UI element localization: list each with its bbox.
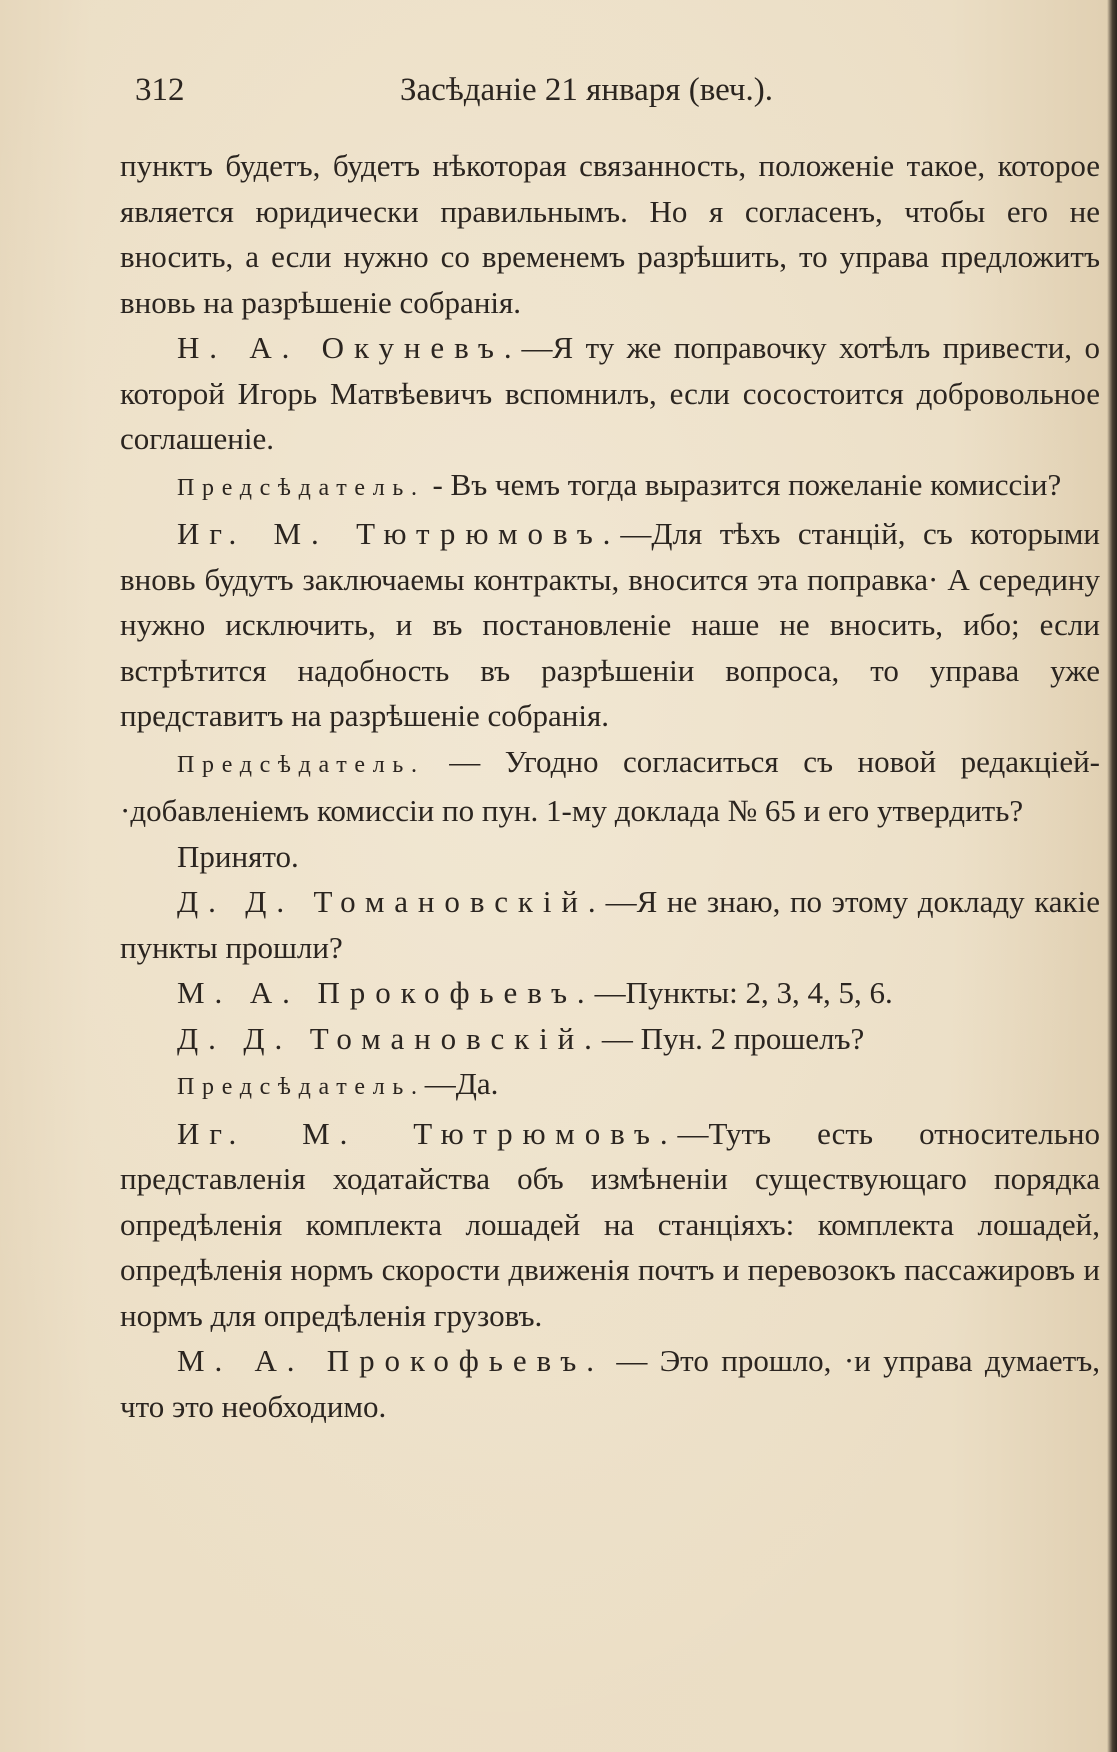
paragraph-tyutryumov-2 xyxy=(120,1111,1100,1339)
paragraph-text: —Тутъ есть относительно представленія ходатайства объ измѣненіи существующаго порядка опредѣленія комплекта лошадей на станціяхъ: комплекта лошадей, опредѣленія нормъ скорости движенія почтъ и перевозокъ пассажировъ и нормъ для опредѣленія грузовъ. xyxy=(120,1115,1100,1333)
paragraph-text: —Я не знаю, по этому докладу какіе пункты прошли? xyxy=(120,884,1100,965)
paragraph-text: Принято. xyxy=(177,838,299,874)
paragraph-accepted xyxy=(120,834,1100,880)
paragraph-text: - Въ чемъ тогда выразится пожеланіе комиссіи? xyxy=(424,466,1062,502)
speaker-name: Иг. М. Тютрюмовъ. xyxy=(177,516,621,551)
paragraph-tomanovsky-2 xyxy=(120,1016,1100,1062)
paragraph-text: пунктъ будетъ, будетъ нѣкоторая связанность, положеніе такое, которое является юридически правильнымъ. Но я согласенъ, чтобы его не вносить, а если нужно со временемъ разрѣшить, то управа предложитъ вновь на разрѣшеніе собранія. xyxy=(120,148,1100,320)
paragraph-text: —Я ту же поправочку хотѣлъ привести, о которой Игорь Матвѣевичъ вспомнилъ, если сосостоится добровольное соглашеніе. xyxy=(120,330,1100,456)
paragraph-text: —Пункты: 2, 3, 4, 5, 6. xyxy=(594,975,893,1010)
page-edge-shadow xyxy=(1107,0,1117,1752)
paragraph-chairman-3 xyxy=(120,1061,1100,1111)
paragraph-text: — Угодно согласиться съ новой редакціей-·добавленіемъ комиссіи по пун. 1-му доклада № 65 и его утвердить? xyxy=(120,743,1100,828)
paragraph-text: — Это прошло, ·и управа думаетъ, что это необходимо. xyxy=(120,1343,1100,1424)
paragraph-continuation xyxy=(120,143,1100,325)
page-header xyxy=(135,72,965,122)
paragraph-prokofiev-1 xyxy=(120,970,1100,1016)
paragraph-text: —Для тѣхъ станцій, съ которыми вновь будутъ заключаемы контракты, вносится эта поправка· А середину нужно исключить, и въ постановленіе наше не вносить, ибо; если встрѣтится надобность въ разрѣшеніи вопроса, то управа уже представитъ на разрѣшеніе собранія. xyxy=(120,516,1100,733)
speaker-name: Предсѣдатель. xyxy=(177,751,425,778)
speaker-name: Предсѣдатель. xyxy=(177,1074,425,1100)
paragraph-text: —Да. xyxy=(424,1066,499,1101)
body-text xyxy=(120,143,1100,1429)
speaker-name: Н. А. Окуневъ. xyxy=(177,330,522,365)
paragraph-chairman-1 xyxy=(120,462,1100,512)
paragraph-prokofiev-2 xyxy=(120,1338,1100,1429)
paragraph-tomanovsky-1 xyxy=(120,879,1100,970)
speaker-name: Предсѣдатель. xyxy=(177,474,425,501)
paragraph-chairman-2 xyxy=(120,739,1100,834)
paragraph-text: — Пун. 2 прошелъ? xyxy=(601,1020,865,1056)
speaker-name: Д. Д. Томановскій. xyxy=(177,884,606,919)
speaker-name: Д. Д. Томановскій. xyxy=(177,1020,602,1056)
paragraph-okunev xyxy=(120,325,1100,462)
paragraph-tyutryumov-1 xyxy=(120,511,1100,739)
speaker-name: М. А. Прокофьевъ. xyxy=(177,975,595,1010)
speaker-name: М. А. Прокофьевъ. xyxy=(177,1343,604,1378)
page-number: 312 xyxy=(135,72,185,108)
running-head: Засѣданіе 21 января (веч.). xyxy=(400,72,774,108)
speaker-name: Иг. М. Тютрюмовъ. xyxy=(177,1115,678,1151)
